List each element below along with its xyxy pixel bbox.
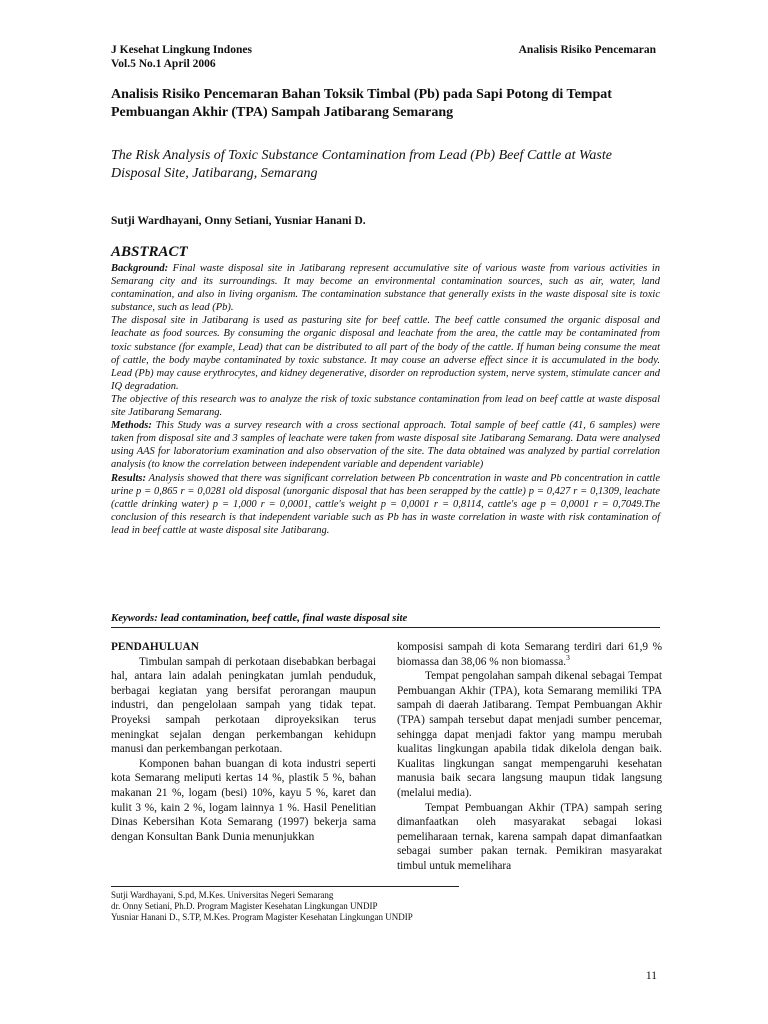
background-label: Background: (111, 263, 169, 274)
abstract-body (111, 262, 660, 537)
body-paragraph (397, 640, 662, 669)
keywords-divider (111, 627, 660, 628)
abstract-results (111, 472, 660, 537)
body-paragraph-text: komposisi sampah di kota Semarang terdiri dari 61,9 % biomassa dan 38,06 % non biomassa. (397, 641, 662, 668)
background-text: Final waste disposal site in Jatibarang represent accumulative site of various waste from various activities in Semarang city and its surroundings. It may become an environmental contamination sources, such as air, water, land contamination, and also in living organism. The contamination substance that generally exists in the waste disposal site is toxic substance, such as lead (Pb). (111, 263, 661, 314)
paper-title-indonesian: Analisis Risiko Pencemaran Bahan Toksik Timbal (Pb) pada Sapi Potong di Tempat Pembuangan Akhir (TPA) Sampah Jatibarang Semarang (111, 87, 612, 120)
keywords: Keywords: lead contamination, beef cattle, final waste disposal site (111, 612, 408, 624)
footnote: Sutji Wardhayani, S.pd, M.Kes. Universitas Negeri Semarang (111, 890, 334, 900)
methods-label: Methods: (111, 420, 152, 432)
abstract-background (111, 262, 660, 314)
journal-name: J Kesehat Lingkung Indones (111, 44, 252, 56)
author-list: Sutji Wardhayani, Onny Setiani, Yusniar Hanani D. (111, 215, 366, 227)
body-paragraph: Komponen bahan buangan di kota industri seperti kota Semarang meliputi kertas 14 %, plastik 5 %, bahan makanan 21 %, logam (besi) 10%, kayu 5 %, karet dan kulit 3 %, kain 2 %, logam lainnya 1 %. Hasil Penelitian Dinas Kebersihan Kota Semarang (1997) bekerja sama dengan Konsultan Bank Dunia menunjukkan (111, 757, 376, 843)
body-paragraph: Tempat pengolahan sampah dikenal sebagai Tempat Pembuangan Akhir (TPA), kota Semarang memiliki TPA sampah di daerah Jatibarang. Tempat Pembuangan Akhir (TPA) sampah tersebut dapat menjadi sumber pencemar, sehingga dapat menjadi faktor yang mampu merubah kualitas lingkungan apabila tidak dikelola dengan baik. Kualitas lingkungan sangat mempengaruhi kesehatan manusia baik secara langsung maupun tidak langsung (melalui media). (397, 670, 662, 799)
running-title: Analisis Risiko Pencemaran (518, 44, 656, 56)
abstract-methods (111, 419, 660, 471)
author-footnotes (111, 890, 413, 924)
body-column-right (397, 640, 662, 874)
abstract-paragraph-2: The disposal site in Jatibarang is used as pasturing site for beef cattle. The beef cattle consumed the organic disposal and leachate as food sources. By consuming the organic disposal and leachate from the area, the cattle may be contaminated from toxic substance (for example, Lead) that can be distributed to all part of the body of the cattle. If human being consume the meat of cattle, the body maybe contaminated by toxic substance. It may couse an adverse effect since it is accumulated in the body. Lead (Pb) may cause erythrocytes, and kidney degenerative, disorder on reproduction system, nerve system, stimulate cancer and IQ degradation. (111, 315, 660, 392)
body-column-left (111, 640, 376, 844)
journal-volume: Vol.5 No.1 April 2006 (111, 58, 216, 70)
footnote-divider (111, 886, 459, 887)
footnote: Yusniar Hanani D., S.TP, M.Kes. Program Magister Kesehatan Lingkungan UNDIP (111, 912, 413, 923)
methods-text: This Study was a survey research with a cross sectional approach. Total sample of beef cattle (41, 6 samples) were taken from disposal site and 3 samples of leachate were taken from waste disposal site Jatibarang Semarang. Data were analysed using AAS for laboratorium examination and also observation of the site. The data obtained was analyzed by partial correlation analysis (to know the correlation between independent variable and dependent variable) (111, 420, 660, 471)
results-label: Results: (111, 472, 147, 484)
abstract-objective: The objective of this research was to analyze the risk of toxic substance contamination from lead on beef cattle at waste disposal site Jatibarang Semarang. (111, 393, 660, 419)
section-heading: PENDAHULUAN (111, 641, 199, 653)
abstract-heading: ABSTRACT (111, 244, 188, 260)
reference-superscript: 3 (566, 652, 570, 662)
results-text: Analysis showed that there was significant correlation between Pb concentration in waste and Pb concentration in cattle urine p = 0,865 r = 0,0281 old disposal (unorganic disposal that has been serapped by the cattle) p = 0,427 r = 0,1309, leachate (cattle drinking water) p = 1,000 r = 0,0001, cattle's weight p = 0,0001 r = 0,8114, cattle's age p = 0,0001 r = 0,7049.The conclusion of this research is that independent variable such as Pb has in waste correlation in waste with risk contamination of lead in beef cattle at waste disposal site Jatibarang. (111, 472, 660, 536)
body-paragraph: Timbulan sampah di perkotaan disebabkan berbagai hal, antara lain adalah peningkatan jumlah penduduk, berbagai kegiatan yang bersifat perorangan maupun industri, dan pengelolaan sampah yang tidak tepat. Proyeksi sampah perkotaan diproyeksikan terus meningkat sejalan dengan perkembangan kehidupn manusi dan perkembangan perkotaan. (111, 655, 376, 756)
page-number: 11 (645, 970, 657, 982)
journal-header (111, 43, 252, 71)
paper-title-english: The Risk Analysis of Toxic Substance Contamination from Lead (Pb) Beef Cattle at Waste Disposal Site, Jatibarang, Semarang (111, 148, 612, 181)
body-paragraph: Tempat Pembuangan Akhir (TPA) sampah sering dimanfaatkan oleh masyarakat sebagai lokasi pemeliharaan ternak, karena sampah dapat dimanfaatkan sebagai sumber pakan ternak. Pemikiran masyarakat timbul untuk memelihara (397, 801, 662, 872)
footnote: dr. Onny Setiani, Ph.D. Program Magister Kesehatan Lingkungan UNDIP (111, 901, 378, 912)
